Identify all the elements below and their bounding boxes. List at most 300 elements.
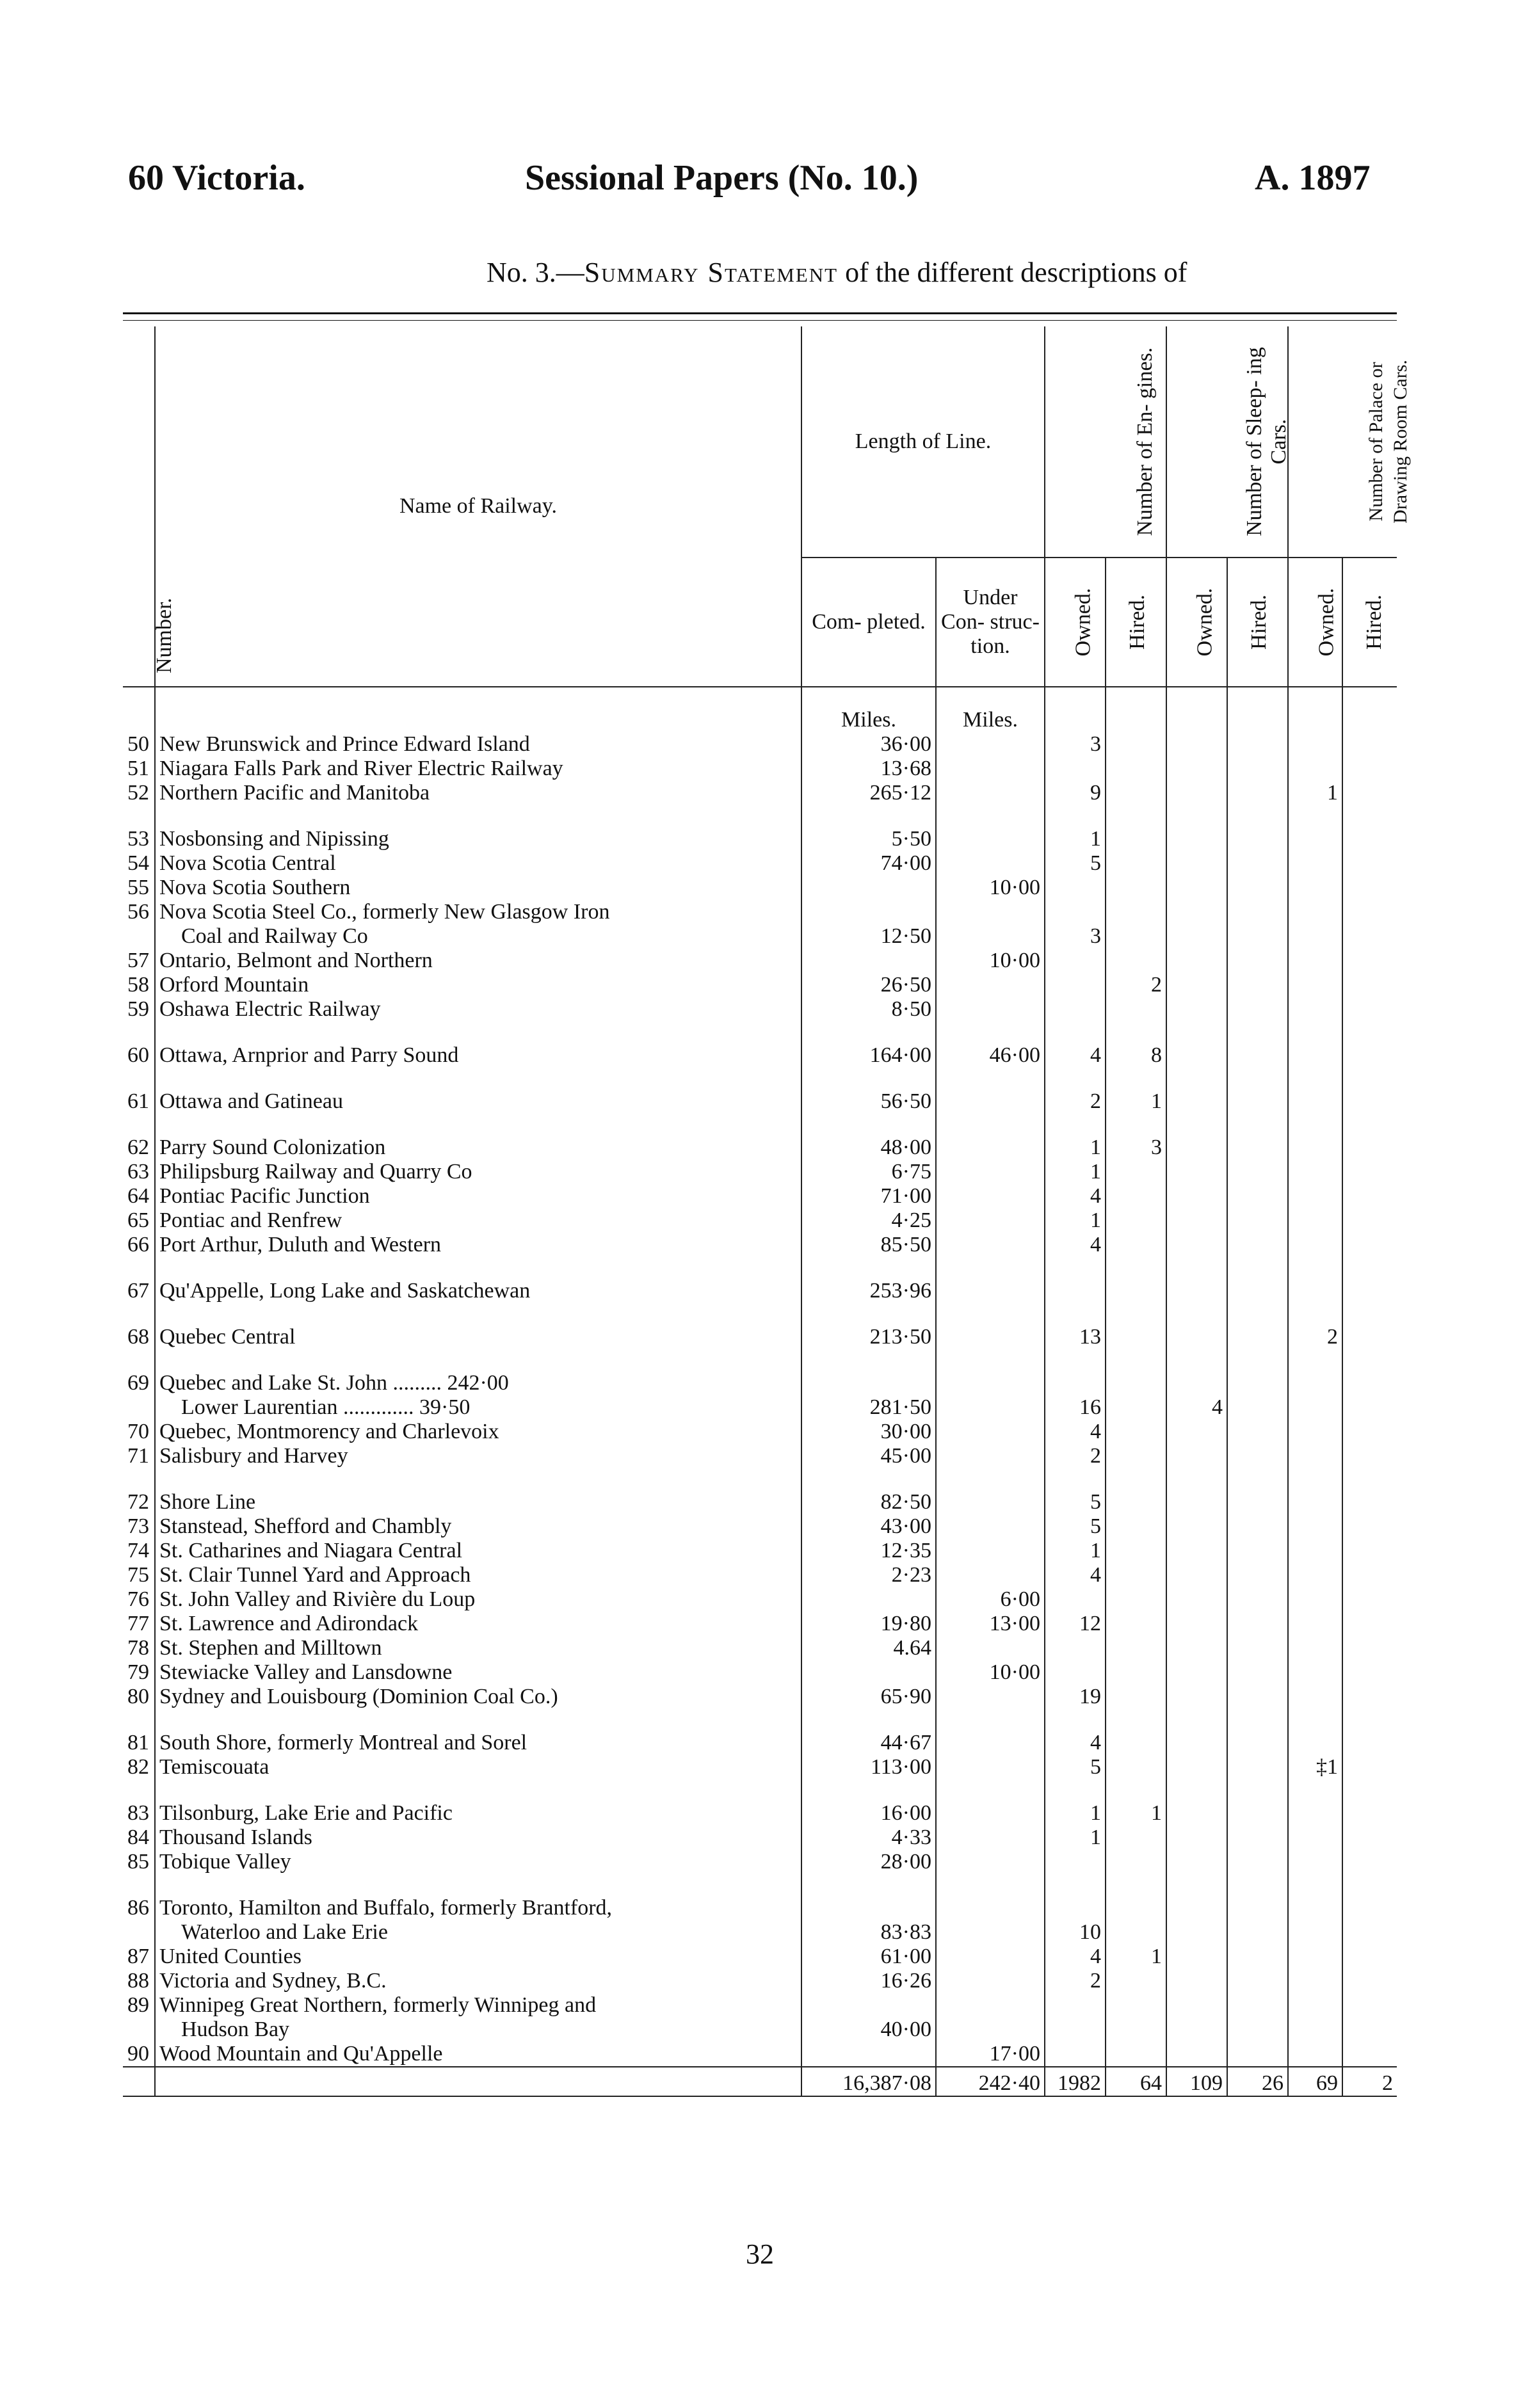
sleeping-owned-cell: [1166, 1755, 1227, 1779]
palace-hired-header: [1342, 558, 1397, 687]
under-construction-cell: [936, 1208, 1045, 1233]
palace-hired-cell: [1342, 1325, 1397, 1349]
palace-hired-cell: [1342, 2018, 1397, 2042]
sleeping-hired-cell: [1227, 876, 1288, 900]
sleeping-owned-cell: [1166, 1826, 1227, 1850]
completed-cell: 48·00: [801, 1136, 936, 1160]
palace-hired-cell: [1342, 1993, 1397, 2018]
sleeping-hired-cell: [1227, 732, 1288, 757]
table-row: [123, 1420, 1397, 1444]
engines-owned-cell: [1045, 1660, 1106, 1685]
table-body: [123, 687, 1397, 2067]
column-under-label: Under Con- struc- tion.: [941, 586, 1040, 658]
row-number: 74: [123, 1539, 155, 1563]
sleeping-hired-cell: [1227, 1993, 1288, 2018]
table-subtitle: [487, 256, 1187, 289]
palace-owned-cell: [1288, 1945, 1342, 1969]
engines-owned-cell: 4: [1045, 1563, 1106, 1587]
under-construction-cell: [936, 997, 1045, 1022]
running-header-left: 60 Victoria.: [128, 158, 305, 198]
engines-hired-cell: [1106, 1731, 1166, 1755]
row-number: 52: [123, 781, 155, 805]
railway-name: Winnipeg Great Northern, formerly Winnipeg and: [155, 1993, 801, 2018]
railway-name: Lower Laurentian ............. 39·50: [155, 1395, 801, 1420]
engines-owned-cell: 19: [1045, 1685, 1106, 1709]
sleeping-owned-cell: [1166, 1920, 1227, 1945]
under-construction-cell: [936, 1089, 1045, 1114]
palace-hired-cell: [1342, 924, 1397, 949]
engines-owned-cell: 1: [1045, 1136, 1106, 1160]
completed-cell: 12·35: [801, 1539, 936, 1563]
sleeping-owned-cell: [1166, 1969, 1227, 1993]
palace-hired-cell: [1342, 973, 1397, 997]
engines-hired-header: [1106, 558, 1166, 687]
table-row: [123, 1945, 1397, 1969]
railway-name: Salisbury and Harvey: [155, 1444, 801, 1468]
engines-hired-cell: [1106, 1233, 1166, 1257]
table-row: [123, 1184, 1397, 1208]
sleeping-hired-cell: [1227, 1514, 1288, 1539]
under-construction-cell: [936, 1896, 1045, 1920]
sleeping-owned-label: Owned.: [1193, 588, 1217, 657]
under-construction-cell: [936, 1279, 1045, 1303]
spacer-row: [123, 1468, 1397, 1490]
railway-name: Parry Sound Colonization: [155, 1136, 801, 1160]
railway-name: St. Stephen and Milltown: [155, 1636, 801, 1660]
railway-name: Nova Scotia Steel Co., formerly New Glasgow Iron: [155, 900, 801, 924]
completed-cell: [801, 1993, 936, 2018]
completed-cell: 113·00: [801, 1755, 936, 1779]
spacer-row: [123, 1709, 1397, 1731]
palace-hired-cell: [1342, 1279, 1397, 1303]
engines-owned-cell: 1: [1045, 1160, 1106, 1184]
under-construction-cell: [936, 1636, 1045, 1660]
column-length-header: [801, 326, 1045, 558]
completed-cell: 4·33: [801, 1826, 936, 1850]
palace-hired-cell: [1342, 1612, 1397, 1636]
row-number: 72: [123, 1490, 155, 1514]
table-row: [123, 1136, 1397, 1160]
engines-owned-cell: [1045, 1371, 1106, 1395]
total-sleeping-owned: 109: [1166, 2067, 1227, 2096]
completed-cell: 61·00: [801, 1945, 936, 1969]
total-palace-owned: 69: [1288, 2067, 1342, 2096]
railway-name: Qu'Appelle, Long Lake and Saskatchewan: [155, 1279, 801, 1303]
row-number: 69: [123, 1371, 155, 1395]
row-number: 57: [123, 949, 155, 973]
sleeping-hired-cell: [1227, 1850, 1288, 1874]
sleeping-hired-cell: [1227, 1279, 1288, 1303]
table-row: [123, 1539, 1397, 1563]
palace-hired-cell: [1342, 1685, 1397, 1709]
palace-owned-cell: [1288, 949, 1342, 973]
palace-owned-cell: 2: [1288, 1325, 1342, 1349]
palace-owned-cell: [1288, 1896, 1342, 1920]
engines-owned-cell: [1045, 1993, 1106, 2018]
palace-hired-cell: [1342, 1731, 1397, 1755]
table-row: [123, 1089, 1397, 1114]
palace-hired-cell: [1342, 1089, 1397, 1114]
palace-hired-cell: [1342, 1043, 1397, 1068]
completed-cell: 4·25: [801, 1208, 936, 1233]
completed-cell: 43·00: [801, 1514, 936, 1539]
top-rule: [123, 312, 1397, 314]
engines-hired-cell: [1106, 1514, 1166, 1539]
sleeping-hired-cell: [1227, 2042, 1288, 2067]
railway-name: Philipsburg Railway and Quarry Co: [155, 1160, 801, 1184]
sleeping-hired-cell: [1227, 1685, 1288, 1709]
table-row: [123, 1279, 1397, 1303]
table-row: [123, 1850, 1397, 1874]
completed-cell: 26·50: [801, 973, 936, 997]
engines-hired-cell: 2: [1106, 973, 1166, 997]
spacer-row: [123, 1779, 1397, 1801]
engines-owned-cell: 2: [1045, 1444, 1106, 1468]
under-construction-cell: [936, 1514, 1045, 1539]
units-row: [123, 687, 1397, 732]
column-completed-header: [801, 558, 936, 687]
table-row: [123, 1233, 1397, 1257]
completed-cell: [801, 900, 936, 924]
under-construction-cell: [936, 781, 1045, 805]
sleeping-hired-cell: [1227, 997, 1288, 1022]
palace-hired-cell: [1342, 1184, 1397, 1208]
engines-owned-cell: 1: [1045, 1208, 1106, 1233]
column-engines-label: Number of En- gines.: [1133, 347, 1157, 536]
sleeping-owned-cell: [1166, 1325, 1227, 1349]
under-construction-cell: [936, 1233, 1045, 1257]
engines-owned-cell: [1045, 876, 1106, 900]
under-construction-cell: [936, 1539, 1045, 1563]
table-row: [123, 949, 1397, 973]
palace-hired-cell: [1342, 1563, 1397, 1587]
sleeping-hired-cell: [1227, 1233, 1288, 1257]
engines-hired-label: Hired.: [1125, 595, 1149, 650]
completed-cell: 8·50: [801, 997, 936, 1022]
engines-owned-cell: 12: [1045, 1612, 1106, 1636]
engines-owned-cell: 4: [1045, 1043, 1106, 1068]
railway-name: Nova Scotia Central: [155, 851, 801, 876]
railway-name: Tilsonburg, Lake Erie and Pacific: [155, 1801, 801, 1826]
engines-hired-cell: [1106, 851, 1166, 876]
completed-cell: [801, 1660, 936, 1685]
row-number: 55: [123, 876, 155, 900]
under-construction-cell: [936, 1371, 1045, 1395]
sleeping-owned-cell: [1166, 1043, 1227, 1068]
sleeping-owned-header: [1166, 558, 1227, 687]
under-construction-cell: [936, 1685, 1045, 1709]
engines-hired-cell: [1106, 1969, 1166, 1993]
palace-hired-cell: [1342, 1801, 1397, 1826]
palace-hired-cell: [1342, 1514, 1397, 1539]
engines-owned-cell: 4: [1045, 1945, 1106, 1969]
railway-name: Coal and Railway Co: [155, 924, 801, 949]
palace-hired-cell: [1342, 1850, 1397, 1874]
palace-hired-cell: [1342, 1208, 1397, 1233]
table-row: [123, 1731, 1397, 1755]
table-row: [123, 1896, 1397, 1920]
engines-hired-cell: [1106, 1395, 1166, 1420]
sleeping-hired-cell: [1227, 1801, 1288, 1826]
engines-hired-cell: [1106, 997, 1166, 1022]
palace-owned-cell: [1288, 1636, 1342, 1660]
palace-hired-cell: [1342, 851, 1397, 876]
sleeping-hired-cell: [1227, 1969, 1288, 1993]
table-row: [123, 997, 1397, 1022]
sleeping-hired-cell: [1227, 1184, 1288, 1208]
completed-cell: 56·50: [801, 1089, 936, 1114]
sleeping-hired-cell: [1227, 1208, 1288, 1233]
column-number-label: Number.: [152, 597, 177, 674]
engines-owned-header: [1045, 558, 1106, 687]
row-number: 65: [123, 1208, 155, 1233]
row-number: 66: [123, 1233, 155, 1257]
engines-hired-cell: [1106, 827, 1166, 851]
sleeping-owned-cell: [1166, 1945, 1227, 1969]
under-construction-cell: [936, 973, 1045, 997]
palace-owned-cell: [1288, 1420, 1342, 1444]
under-construction-cell: [936, 1826, 1045, 1850]
completed-cell: [801, 876, 936, 900]
palace-hired-cell: [1342, 1539, 1397, 1563]
row-number: 71: [123, 1444, 155, 1468]
table-row: [123, 781, 1397, 805]
engines-owned-cell: 1: [1045, 827, 1106, 851]
engines-owned-cell: 2: [1045, 1089, 1106, 1114]
sleeping-owned-cell: [1166, 757, 1227, 781]
completed-cell: [801, 1371, 936, 1395]
sleeping-owned-cell: [1166, 1612, 1227, 1636]
sleeping-owned-cell: [1166, 1279, 1227, 1303]
sleeping-hired-cell: [1227, 1826, 1288, 1850]
railway-name: Tobique Valley: [155, 1850, 801, 1874]
railway-name: Pontiac and Renfrew: [155, 1208, 801, 1233]
under-construction-cell: [936, 1731, 1045, 1755]
completed-cell: 253·96: [801, 1279, 936, 1303]
completed-cell: 19·80: [801, 1612, 936, 1636]
row-number: 90: [123, 2042, 155, 2067]
under-construction-cell: 46·00: [936, 1043, 1045, 1068]
palace-hired-cell: [1342, 949, 1397, 973]
units-completed: Miles.: [801, 687, 936, 732]
engines-owned-cell: 5: [1045, 851, 1106, 876]
completed-cell: 82·50: [801, 1490, 936, 1514]
table-row: [123, 1993, 1397, 2018]
sleeping-owned-cell: [1166, 949, 1227, 973]
railway-name: St. Clair Tunnel Yard and Approach: [155, 1563, 801, 1587]
sleeping-owned-cell: [1166, 1896, 1227, 1920]
under-construction-cell: [936, 851, 1045, 876]
engines-hired-cell: [1106, 1420, 1166, 1444]
railway-name: Oshawa Electric Railway: [155, 997, 801, 1022]
row-number: 54: [123, 851, 155, 876]
table-row: [123, 1444, 1397, 1468]
under-construction-cell: [936, 1920, 1045, 1945]
railway-name: Quebec and Lake St. John ......... 242·00: [155, 1371, 801, 1395]
spacer-row: [123, 1068, 1397, 1089]
palace-owned-cell: [1288, 1208, 1342, 1233]
engines-hired-cell: 1: [1106, 1945, 1166, 1969]
row-number: 62: [123, 1136, 155, 1160]
sleeping-hired-cell: [1227, 851, 1288, 876]
railway-name: Ottawa, Arnprior and Parry Sound: [155, 1043, 801, 1068]
engines-hired-cell: [1106, 2042, 1166, 2067]
engines-owned-cell: [1045, 949, 1106, 973]
sleeping-owned-cell: [1166, 1233, 1227, 1257]
palace-owned-cell: ‡1: [1288, 1755, 1342, 1779]
column-sleeping-header: [1166, 326, 1291, 558]
engines-hired-cell: [1106, 781, 1166, 805]
row-number: [123, 1920, 155, 1945]
sleeping-hired-label: Hired.: [1246, 595, 1271, 650]
engines-owned-cell: 2: [1045, 1969, 1106, 1993]
table-row: [123, 1208, 1397, 1233]
total-engines-hired: 64: [1106, 2067, 1166, 2096]
palace-hired-cell: [1342, 876, 1397, 900]
railway-name: Pontiac Pacific Junction: [155, 1184, 801, 1208]
engines-hired-cell: [1106, 2018, 1166, 2042]
railway-name: New Brunswick and Prince Edward Island: [155, 732, 801, 757]
sleeping-owned-cell: [1166, 1731, 1227, 1755]
palace-owned-cell: [1288, 1801, 1342, 1826]
table-row: [123, 1043, 1397, 1068]
engines-hired-cell: [1106, 1636, 1166, 1660]
engines-hired-cell: [1106, 1896, 1166, 1920]
railway-name: St. Catharines and Niagara Central: [155, 1539, 801, 1563]
row-number: 87: [123, 1945, 155, 1969]
palace-owned-cell: [1288, 973, 1342, 997]
railway-name: Quebec Central: [155, 1325, 801, 1349]
engines-hired-cell: [1106, 900, 1166, 924]
engines-owned-cell: [1045, 2042, 1106, 2067]
completed-cell: 85·50: [801, 1233, 936, 1257]
engines-owned-cell: 13: [1045, 1325, 1106, 1349]
engines-hired-cell: [1106, 1160, 1166, 1184]
table-row: [123, 1755, 1397, 1779]
engines-hired-cell: 8: [1106, 1043, 1166, 1068]
engines-hired-cell: [1106, 1993, 1166, 2018]
palace-owned-cell: [1288, 1395, 1342, 1420]
railway-name: Waterloo and Lake Erie: [155, 1920, 801, 1945]
sleeping-hired-cell: [1227, 1043, 1288, 1068]
sleeping-hired-cell: [1227, 1587, 1288, 1612]
under-construction-cell: [936, 1136, 1045, 1160]
sleeping-hired-cell: [1227, 1490, 1288, 1514]
sleeping-owned-cell: [1166, 781, 1227, 805]
railway-name: Wood Mountain and Qu'Appelle: [155, 2042, 801, 2067]
railway-name: Thousand Islands: [155, 1826, 801, 1850]
sleeping-owned-cell: [1166, 1660, 1227, 1685]
row-number: 88: [123, 1969, 155, 1993]
palace-owned-cell: [1288, 757, 1342, 781]
spacer-row: [123, 1257, 1397, 1279]
sleeping-hired-cell: [1227, 1395, 1288, 1420]
completed-cell: 265·12: [801, 781, 936, 805]
completed-cell: 2·23: [801, 1563, 936, 1587]
row-number: 51: [123, 757, 155, 781]
palace-hired-cell: [1342, 732, 1397, 757]
subtitle-smallcaps: Summary Statement: [584, 257, 839, 288]
palace-owned-cell: [1288, 1850, 1342, 1874]
palace-owned-cell: [1288, 1660, 1342, 1685]
under-construction-cell: [936, 732, 1045, 757]
header-row-1: [123, 326, 1397, 558]
column-number-header: [123, 326, 177, 687]
engines-hired-cell: [1106, 1685, 1166, 1709]
table-row: [123, 1826, 1397, 1850]
railway-name: Quebec, Montmorency and Charlevoix: [155, 1420, 801, 1444]
completed-cell: 164·00: [801, 1043, 936, 1068]
column-under-header: [936, 558, 1045, 687]
palace-hired-cell: [1342, 781, 1397, 805]
row-number: 50: [123, 732, 155, 757]
engines-owned-cell: 4: [1045, 1184, 1106, 1208]
palace-hired-cell: [1342, 757, 1397, 781]
row-number: 63: [123, 1160, 155, 1184]
railway-name: Toronto, Hamilton and Buffalo, formerly Brantford,: [155, 1896, 801, 1920]
row-number: 58: [123, 973, 155, 997]
table-row: [123, 1612, 1397, 1636]
completed-cell: 45·00: [801, 1444, 936, 1468]
railway-name: Hudson Bay: [155, 2018, 801, 2042]
railway-name: South Shore, formerly Montreal and Sorel: [155, 1731, 801, 1755]
table-row: [123, 924, 1397, 949]
completed-cell: 281·50: [801, 1395, 936, 1420]
row-number: 59: [123, 997, 155, 1022]
palace-owned-cell: 1: [1288, 781, 1342, 805]
column-sleeping-label: Number of Sleep- ing Cars.: [1243, 347, 1291, 536]
completed-cell: [801, 949, 936, 973]
palace-hired-cell: [1342, 2042, 1397, 2067]
engines-hired-cell: [1106, 1660, 1166, 1685]
railway-name: Ontario, Belmont and Northern: [155, 949, 801, 973]
under-construction-cell: 10·00: [936, 1660, 1045, 1685]
palace-owned-cell: [1288, 1685, 1342, 1709]
sleeping-hired-cell: [1227, 900, 1288, 924]
palace-hired-cell: [1342, 1420, 1397, 1444]
sleeping-owned-cell: [1166, 1685, 1227, 1709]
railway-name: St. John Valley and Rivière du Loup: [155, 1587, 801, 1612]
sleeping-owned-cell: 4: [1166, 1395, 1227, 1420]
engines-hired-cell: [1106, 876, 1166, 900]
row-number: 77: [123, 1612, 155, 1636]
row-number: 61: [123, 1089, 155, 1114]
sleeping-hired-cell: [1227, 1160, 1288, 1184]
engines-owned-cell: 4: [1045, 1731, 1106, 1755]
sleeping-owned-cell: [1166, 1160, 1227, 1184]
engines-hired-cell: [1106, 1490, 1166, 1514]
table-row: [123, 1587, 1397, 1612]
engines-owned-label: Owned.: [1071, 588, 1095, 657]
sleeping-hired-cell: [1227, 1325, 1288, 1349]
completed-cell: 13·68: [801, 757, 936, 781]
page-number: 32: [746, 2238, 774, 2270]
sleeping-owned-cell: [1166, 997, 1227, 1022]
row-number: 80: [123, 1685, 155, 1709]
table-row: [123, 1920, 1397, 1945]
column-length-label: Length of Line.: [855, 429, 992, 453]
running-header-right: A. 1897: [1255, 158, 1371, 198]
sleeping-owned-cell: [1166, 876, 1227, 900]
engines-owned-cell: 3: [1045, 732, 1106, 757]
sleeping-owned-cell: [1166, 1208, 1227, 1233]
palace-owned-cell: [1288, 1043, 1342, 1068]
engines-hired-cell: [1106, 1539, 1166, 1563]
railway-name: Port Arthur, Duluth and Western: [155, 1233, 801, 1257]
palace-hired-label: Hired.: [1362, 595, 1386, 650]
railway-name: Stanstead, Shefford and Chambly: [155, 1514, 801, 1539]
palace-owned-cell: [1288, 924, 1342, 949]
